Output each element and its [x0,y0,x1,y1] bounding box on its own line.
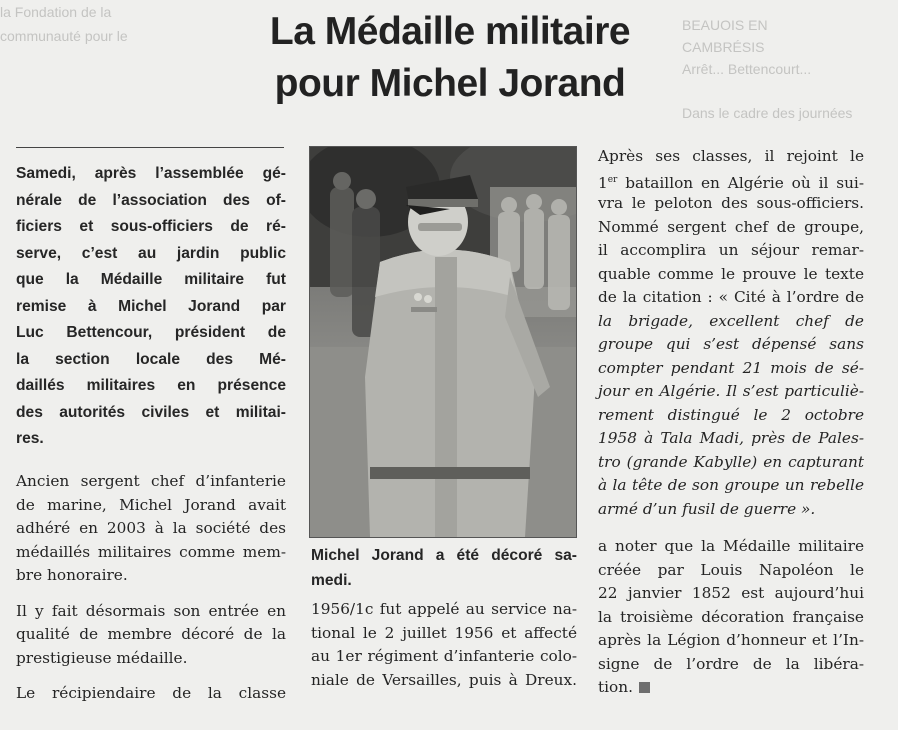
lead-line: ficiers et sous-officiers de ré- [16,218,286,235]
body-line: de marine, Michel Jorand avait [16,495,286,514]
body-line: adhéré en 2003 à la société des [16,519,286,537]
body-line: après la Légion d’honneur et l’In- [598,631,864,649]
photo-caption [311,543,577,593]
lead-line: nérale de l’association des of- [16,191,286,209]
bleed-line: CAMBRÉSIS [682,39,765,55]
quote-line: à la tête de son groupe un rebelle [598,476,864,494]
body-line-text: tion. [598,678,633,696]
quote-line: groupe qui s’est dépensé sans [598,335,864,353]
headline-line: La Médaille militaire [269,10,631,53]
body-line: Nommé sergent chef de groupe, [598,217,864,236]
lead-line: res. [16,430,44,447]
quote-line: 1958 à Tala Madi, près de Pales- [598,429,864,447]
lead-line: serve, c’est au jardin public [16,244,286,262]
bleed-line: communauté pour le [0,28,128,44]
body-line: a noter que la Médaille militaire [598,537,864,555]
lead-line: remise à Michel Jorand par [16,297,286,315]
body-line: vra le peloton des sous-officiers. [598,194,864,212]
lead-line: daillés militaires en présence [16,377,286,394]
body-line: médaillés militaires comme mem- [16,542,286,561]
body-line: au 1er régiment d’infanterie colo- [311,647,577,665]
body-line: bre honoraire. [16,566,128,584]
quote-line: compter pendant 21 mois de sé- [598,358,864,377]
body-line: Il y fait désormais son entrée en [16,601,286,620]
lead-line: Samedi, après l’assemblée gé- [16,165,286,182]
bleed-through-left [0,0,210,90]
end-of-article-square-icon [639,682,650,693]
body-line: 1956/1c fut appelé au service na- [311,600,577,618]
quote-line: jour en Algérie. Il s’est particuliè- [598,382,864,400]
body-line-text: bataillon en Algérie où il sui- [617,173,864,192]
bleed-line: Dans le cadre des journées [682,105,853,121]
article-headline [180,6,720,110]
body-line-with-superscript [598,169,864,193]
body-line: niale de Versailles, puis à Dreux. [311,670,577,689]
body-line: Le récipiendaire de la classe [16,684,286,702]
body-line: tional le 2 juillet 1956 et affecté [311,623,577,642]
ordinal-suffix: er [607,174,618,185]
body-line: la troisième décoration française [598,607,864,626]
quote-line: rement distingué le 2 octobre [598,405,864,424]
body-column-left [16,470,286,706]
body-column-right [598,145,864,700]
body-line: quable comme le prouve le texte [598,264,864,283]
body-line: prestigieuse médaille. [16,648,188,667]
body-line: Après ses classes, il rejoint le [598,147,864,165]
lead-line: Luc Bettencour, président de [16,324,286,341]
ordinal-number: 1 [598,173,608,192]
body-line: Ancien sergent chef d’infanterie [16,472,286,490]
body-column-middle [311,598,577,692]
body-line: il accomplira un séjour remar- [598,241,864,259]
body-line: 22 janvier 1852 est aujourd’hui [598,584,864,602]
body-line: signe de l’ordre de la libéra- [598,654,864,673]
quote-line: la brigade, excellent chef de [598,311,864,330]
bleed-line: la Fondation de la [0,4,112,20]
lead-line: que la Médaille militaire fut [16,271,286,288]
body-line: de la citation : « Cité à l’ordre de [598,288,864,306]
lead-line: des autorités civiles et militai- [16,403,286,421]
lead-rule [16,147,284,148]
bleed-line: Arrêt... Bettencourt... [682,61,812,77]
article-lead [16,161,286,453]
quote-line: armé d’un fusil de guerre ». [598,499,816,518]
bleed-line: BEAUOIS EN [682,17,768,33]
article-photo [309,146,577,538]
headline-line: pour Michel Jorand [274,62,626,105]
photo-illustration [310,147,576,537]
body-line: créée par Louis Napoléon le [598,560,864,579]
quote-line: tro (grande Kabylle) en capturant [598,452,864,471]
body-line: qualité de membre décoré de la [16,625,286,643]
lead-line: la section locale des Mé- [16,350,286,368]
caption-line: medi. [311,572,352,589]
caption-line: Michel Jorand a été décoré sa- [311,547,577,564]
body-line-final [598,676,864,700]
